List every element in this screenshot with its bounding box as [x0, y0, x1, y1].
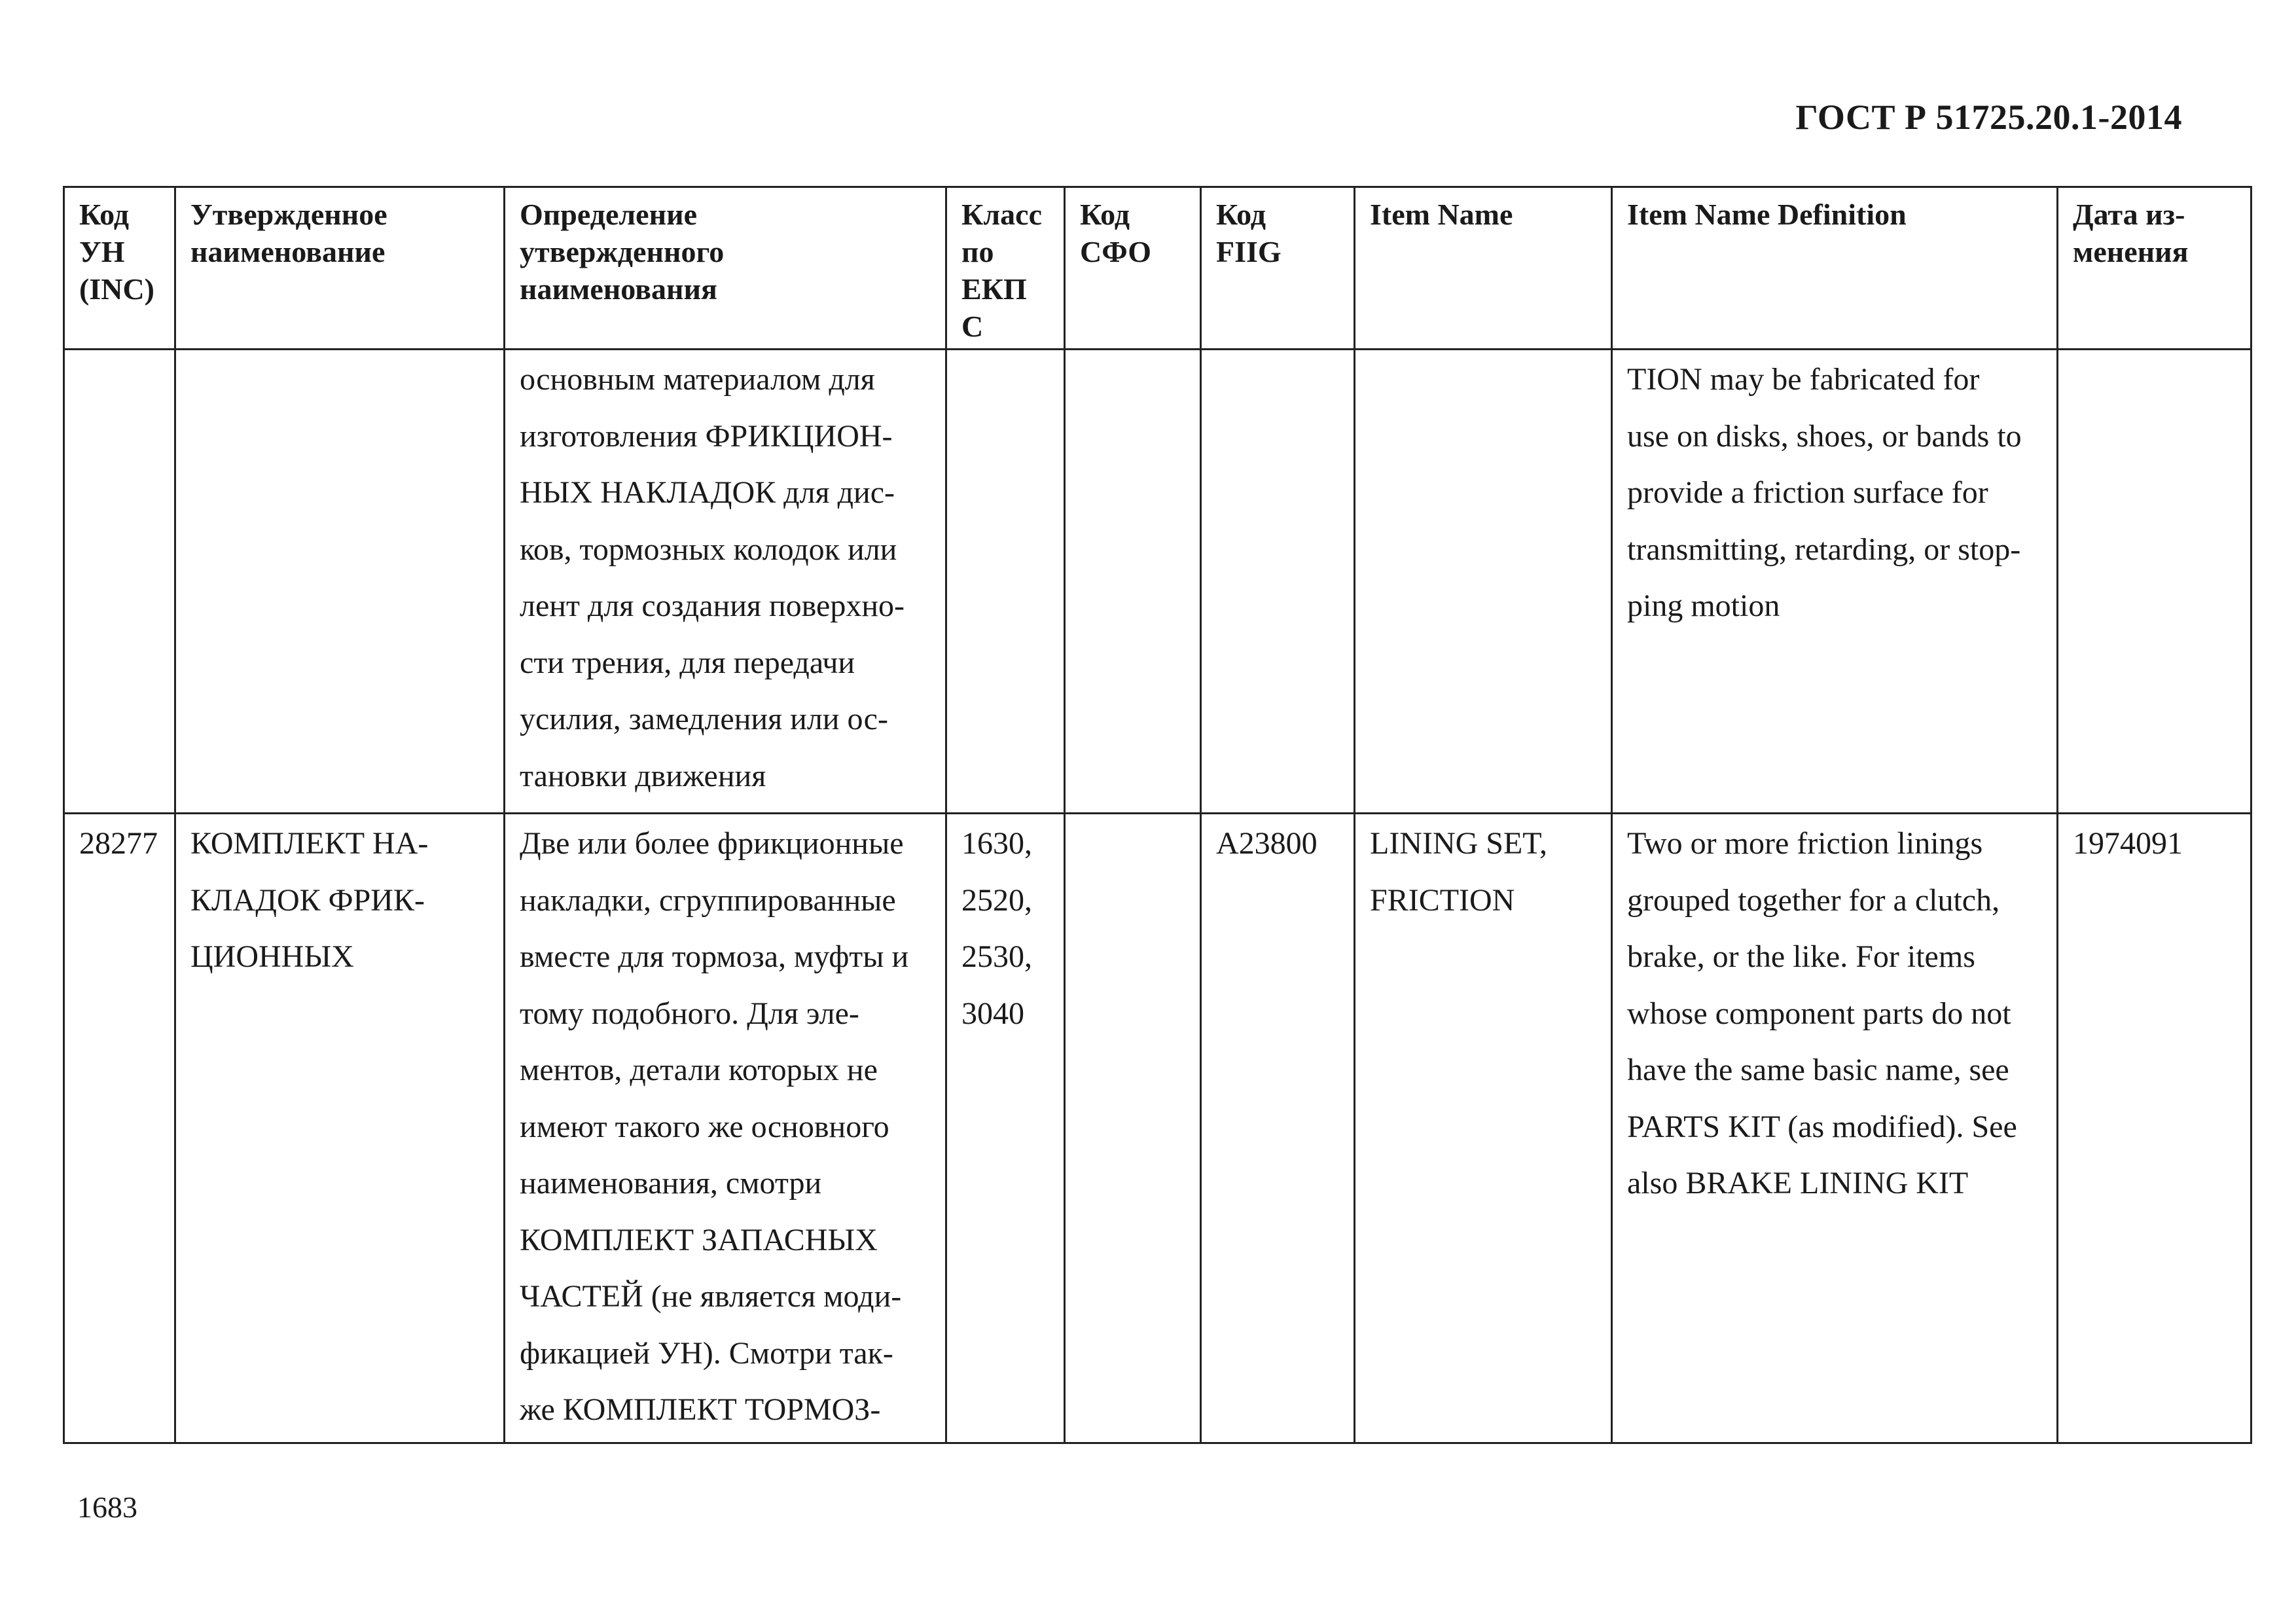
header-sfo-code: Код СФО — [1065, 187, 1201, 350]
cell-item-name: LINING SET, FRICTION — [1355, 814, 1612, 1443]
table-row — [64, 814, 2251, 1443]
header-approved-name-definition: Определение утвержденного наименования — [505, 187, 946, 350]
header-item-name: Item Name — [1355, 187, 1612, 350]
cell-change-date — [2058, 350, 2251, 814]
header-fiig-code: Код FIIG — [1201, 187, 1355, 350]
cell-item-name — [1355, 350, 1612, 814]
document-code: ГОСТ Р 51725.20.1-2014 — [1795, 98, 2182, 137]
cell-fiig-code: A23800 — [1201, 814, 1355, 1443]
cell-approved-name — [175, 350, 505, 814]
cell-sfo-code — [1065, 350, 1201, 814]
header-change-date: Дата из- менения — [2058, 187, 2251, 350]
cell-approved-name-definition: Две или более фрикционные накладки, сгруппированные вместе для тормоза, муфты и тому подобного. Для эле- ментов, детали которых не имеют такого же основного наименования, смотри КОМПЛЕКТ ЗАПАСНЫХ ЧАСТЕЙ (не является моди- фикацией УН). Смотри так- же КОМПЛЕКТ ТОРМОЗ- — [505, 814, 946, 1443]
cell-sfo-code — [1065, 814, 1201, 1443]
item-names-table — [63, 186, 2252, 1444]
cell-inc: 28277 — [64, 814, 175, 1443]
header-ekps-class: Класс по ЕКП С — [946, 187, 1065, 350]
table-header-row — [64, 187, 2251, 350]
header-item-name-definition: Item Name Definition — [1612, 187, 2058, 350]
page-number: 1683 — [77, 1490, 137, 1524]
cell-inc — [64, 350, 175, 814]
cell-ekps-class: 1630, 2520, 2530, 3040 — [946, 814, 1065, 1443]
cell-fiig-code — [1201, 350, 1355, 814]
header-approved-name: Утвержденное наименование — [175, 187, 505, 350]
cell-approved-name: КОМПЛЕКТ НА- КЛАДОК ФРИК- ЦИОННЫХ — [175, 814, 505, 1443]
cell-item-name-definition: Two or more friction linings grouped together for a clutch, brake, or the like. For items whose component parts do not have the same basic name, see PARTS KIT (as modified). See also BRAKE LINING KIT — [1612, 814, 2058, 1443]
cell-approved-name-definition: основным материалом для изготовления ФРИКЦИОН- НЫХ НАКЛАДОК для дис- ков, тормозных колодок или лент для создания поверхно- сти трения, для передачи усилия, замедления или ос- тановки движения — [505, 350, 946, 814]
cell-item-name-definition: TION may be fabricated for use on disks, shoes, or bands to provide a friction surface for transmitting, retarding, or stop- ping motion — [1612, 350, 2058, 814]
cell-change-date: 1974091 — [2058, 814, 2251, 1443]
cell-ekps-class — [946, 350, 1065, 814]
header-inc: Код УН (INC) — [64, 187, 175, 350]
table-row — [64, 350, 2251, 814]
